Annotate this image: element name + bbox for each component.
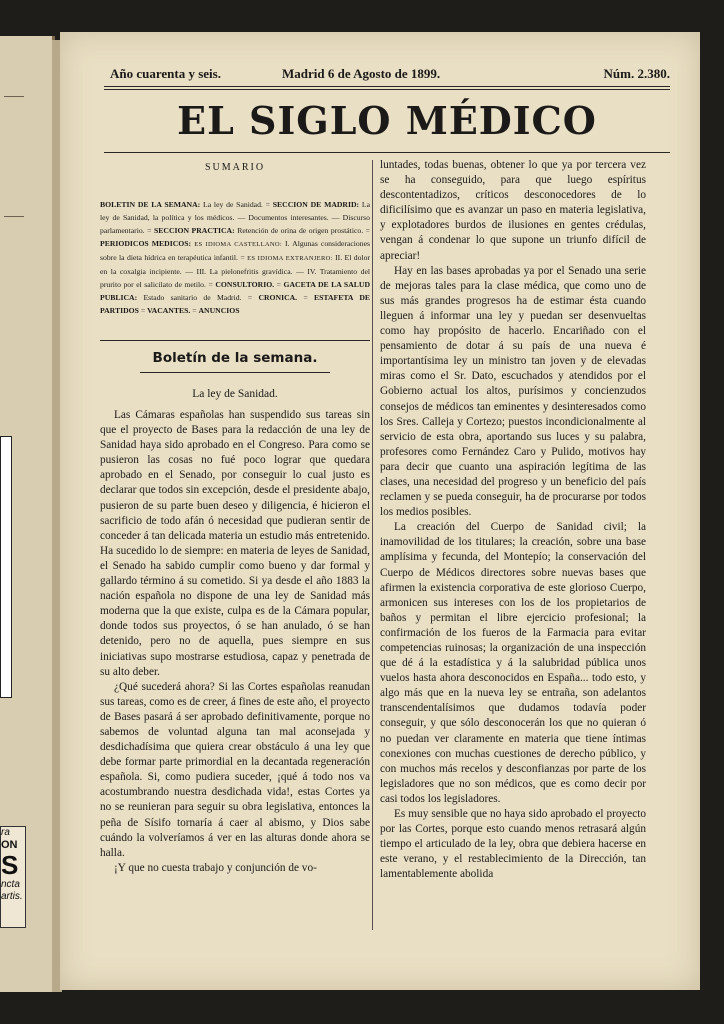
sumario-item-label: ES IDIOMA EXTRANJERO: — [247, 255, 333, 262]
article-paragraph: ¡Y que no cuesta trabajo y conjunción de vo- — [114, 861, 317, 874]
advert-line-3: S — [1, 850, 19, 880]
advert-line-1: ra — [1, 827, 10, 838]
article-paragraph: luntades, todas buenas, obtener lo que ya por tercera vez se ha conseguido, para que luego espíritus descontentadizos, críticos desconocedores de lo dificilísimo que es avanzar un paso en materia legislativa, y explotadores burdos de ilusiones en gentes crédulas, vengan á condenar lo que supone un triunfo difícil de apreciar! — [380, 159, 646, 262]
article-paragraph: Es muy sensible que no haya sido aprobado el proyecto por las Cortes, porque esto cuando menos retrasará algún tiempo el articulado de la ley, obra que debiera hacerse en este verano, y el restablecimiento de la Dirección, tan lamentablemente abolida — [380, 808, 646, 881]
sumario-item-text: = — [138, 306, 148, 315]
header-year: Año cuarenta y seis. — [110, 66, 221, 81]
header-number: Núm. 2.380. — [603, 66, 670, 81]
sumario-item-label: ES IDIOMA CASTELLANO: — [194, 241, 282, 248]
sumario-item-text: = — [274, 280, 284, 289]
article-title: La ley de Sanidad. — [192, 388, 278, 400]
section-rule — [100, 340, 370, 341]
sumario-contents — [100, 198, 370, 317]
header-date: Madrid 6 de Agosto de 1899. — [282, 66, 441, 81]
advert-line-2: ON — [1, 839, 18, 851]
sumario-item-label: VACANTES. — [147, 306, 191, 315]
sumario-item-label: GACETA DE LA SALUD PUBLICA: — [100, 280, 370, 302]
sumario-item-label: ESTAFETA DE PARTIDOS — [100, 293, 370, 315]
sumario-item-label: ANUNCIOS — [198, 306, 240, 315]
section-title: Boletín de la semana. — [152, 350, 318, 366]
section-title-underline — [140, 372, 330, 373]
sumario-item-label: PERIODICOS MEDICOS: — [100, 239, 192, 248]
sumario-item-text: La ley de Sanidad, la política y los médicos. — Documentos interesantes. — Discurso parlamentario. = — [100, 200, 370, 235]
sumario-item-text: Retención de orina de origen prostático. = — [234, 226, 370, 235]
sumario-item-text: Estado sanitario de Madrid. = — [137, 293, 259, 302]
sumario-item-text: II. El dolor en la coxalgia incipiente. — III. La pielonefritis gravídica. — IV. Tratamiento del prurito por el salicilato de metilo. = — [100, 253, 370, 289]
article-paragraph: La creación del Cuerpo de Sanidad civil; la inamovilidad de los titulares; la creación, sobre una base amplísima y fecunda, del Montepío; la conservación del Cuerpo de Médicos directores sobre nuevas bases que afirmen la existencia corporativa de este glorioso Cuerpo, armonicen sus intereses con los de los propietarios de baños y permitan el libre ejercicio profesional; la confirmación de los fueros de la Farmacia para evitar competencias ruinosas; la organización de una inspección que dé á la estadística y á la salubridad pública unos vuelos hasta ahora desconocidos en España... todo esto, y algo más que en la nueva ley se entraña, son adelantos transcendentalísimos que dudamos todavía poder conseguir, y que sólo desconocerán los que no quieran ó no puedan ver claramente en materia que tiene íntimas conexiones con muchas cuestiones de derecho público, y con muchos más recelos y desconfianzas por parte de los legisladores que no son médicos, que es como decir por casi todos los legisladores. — [380, 521, 646, 805]
header-rule-top — [104, 86, 670, 87]
sumario-item-label: SECCION PRACTICA: — [153, 226, 235, 235]
column-divider — [372, 160, 373, 930]
masthead-title: EL SIGLO MÉDICO — [177, 98, 597, 143]
article-left-column — [100, 408, 370, 876]
sumario-item-text: = — [190, 306, 199, 315]
article-paragraph: Hay en las bases aprobadas ya por el Senado una serie de mejoras tales para la clase médica, que como uno de sus más grandes progresos ha de estimar ésta cuando lleguen á informar una ley y puedan ser desenvueltas como hay propósito de hacerlo. Encariñado con el pensamiento de dotar á su país de una nueva é importantísima ley un ministro tan joven y de elevadas miras como el Sr. Dato, escuchados y atendidos por el Gobierno actual los altos, purísimos y concienzudos consejos de médicos tan eminentes y desinteresados como los Sres. Calleja y Cortezo; puestos incondicionalmente al servicio de esta obra, aportando sus luces y su palabra, profesores como Fernández Caro y Pulido, motivos hay para decir que cuanto una aspiración legítima de las clases, una necesidad del progreso y un beneficio del país reclamen y se pueda conseguir, ha de procurarse por todos los medios posibles. — [380, 264, 646, 519]
left-page-advert-fragment — [0, 826, 26, 928]
sumario-heading: SUMARIO — [204, 162, 266, 173]
sumario-item-label: SECCION DE MADRID: — [272, 200, 360, 209]
sumario-item-label: CRONICA. — [258, 293, 298, 302]
sumario-item-text: = — [297, 293, 315, 302]
article-paragraph: ¿Qué sucederá ahora? Si las Cortes españolas reanudan sus tareas, como es de creer, á fines de este año, el proyecto de Bases pasará á ser aprobado definitivamente, porque no sabemos de voluntad alguna tan mal aconsejada y desdichadísima que quiera crear obstáculo á una ley que debe formar parte primordial en la decantada regeneración española. Si, como pudiera suceder, ¡qué á todo nos va acostumbrando nuestra desdichada vida!, estas Cortes ya no se reunieran para seguir su obra legislativa, entonces la peña de Sísifo tornaría á caer al abismo, y Dios sabe cuándo la volveríamos á ver en las alturas donde ahora se halla. — [100, 680, 370, 859]
sumario-item-text: La ley de Sanidad. = — [200, 200, 273, 209]
sumario-item-label: CONSULTORIO. — [215, 280, 275, 289]
article-right-column — [380, 158, 646, 883]
sumario-item-text: I. Algunas consideraciones sobre la dieta hídrica en terapéutica infantil. = — [100, 239, 370, 262]
advert-line-5: artis. — [1, 891, 23, 902]
article-paragraph: Las Cámaras españolas han suspendido sus tareas sin que el proyecto de Bases para la redacción de una ley de Sanidad haya sido aprobado en el Congreso. Para como se pusieron las cosas no fué poco lograr que quedara aprobado en el Senado, por conseguir lo cual justo es declarar que todos sin excepción, desde el presidente abajo, pusieron de su parte buen deseo y diligencia, é hicieron el sacrificio de todo afán ó necesidad que pudieran sentir de conceder á tan delicada materia un estudio más entretenido. Ha sucedido lo de siempre: en materia de leyes de Sanidad, el Senado ha sabido cumplir como bueno y dar formal y gallardo término á su cometido. Si ya desde el año 1883 la nación española no dispone de una ley de Sanidad más moderna que la que existe, culpa es de la Cámara popular, donde todos sus proyectos, ó se han anulado, ó se han detenido, pero no de aquella, pues siempre en sus iniciativas supo mostrarse estudiosa, capaz y penetrada de su alto deber. — [100, 409, 370, 678]
sumario-item-label: BOLETIN DE LA SEMANA: — [100, 200, 201, 209]
advert-line-4: ncta — [1, 879, 20, 890]
header-rule-bottom — [104, 89, 670, 90]
masthead-rule — [104, 152, 670, 153]
newspaper-page — [60, 32, 700, 990]
